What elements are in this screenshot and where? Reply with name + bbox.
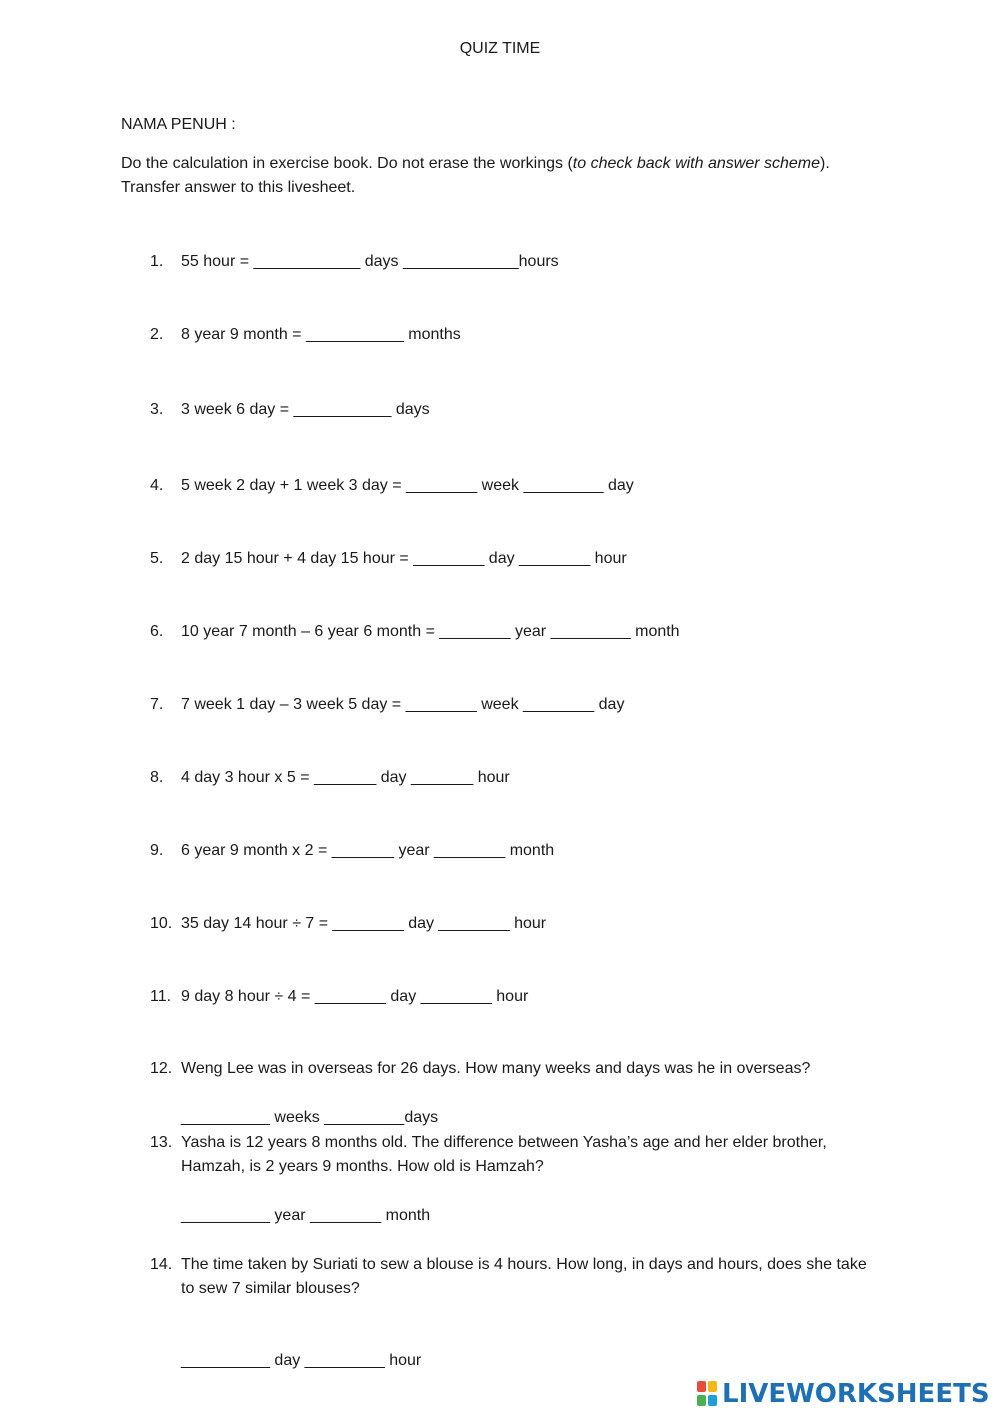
instructions: Do the calculation in exercise book. Do not erase the workings (to check back with answer scheme). Transfer answer to this livesheet.: [121, 155, 830, 196]
question-text: 6 year 9 month x 2 = _______ year ________ month: [181, 842, 555, 859]
question-text: 2 day 15 hour + 4 day 15 hour = ________ day ________ hour: [181, 550, 627, 567]
name-label: NAMA PENUH :: [121, 116, 236, 133]
question-number: 9.: [150, 842, 164, 859]
question-text: The time taken by Suriati to sew a blouse is 4 hours. How long, in days and hours, does she take to sew 7 similar blouses?: [181, 1256, 867, 1297]
liveworksheets-logo: [697, 1376, 990, 1412]
liveworksheets-mark-icon: [697, 1381, 719, 1407]
question-number: 4.: [150, 477, 164, 494]
answer-blanks[interactable]: __________ year ________ month: [181, 1207, 431, 1224]
question-number: 10.: [150, 915, 173, 932]
question-text: 5 week 2 day + 1 week 3 day = ________ week _________ day: [181, 477, 634, 494]
question-text: 35 day 14 hour ÷ 7 = ________ day ________ hour: [181, 915, 547, 932]
question-number: 5.: [150, 550, 164, 567]
answer-blanks[interactable]: __________ day _________ hour: [181, 1352, 422, 1369]
question-text: Yasha is 12 years 8 months old. The difference between Yasha’s age and her elder brother, Hamzah, is 2 years 9 months. How old is Hamzah?: [181, 1134, 827, 1175]
question-number: 1.: [150, 253, 164, 270]
question-number: 12.: [150, 1060, 173, 1077]
question-number: 2.: [150, 326, 164, 343]
question-number: 7.: [150, 696, 164, 713]
question-text: 10 year 7 month – 6 year 6 month = ________ year _________ month: [181, 623, 680, 640]
question-text: Weng Lee was in overseas for 26 days. How many weeks and days was he in overseas?: [181, 1060, 811, 1077]
question-text: 8 year 9 month = ___________ months: [181, 326, 461, 343]
question-number: 8.: [150, 769, 164, 786]
question-text: 3 week 6 day = ___________ days: [181, 401, 430, 418]
question-text: 9 day 8 hour ÷ 4 = ________ day ________ hour: [181, 988, 529, 1005]
question-number: 14.: [150, 1256, 173, 1273]
question-number: 3.: [150, 401, 164, 418]
question-text: 55 hour = ____________ days _____________hours: [181, 253, 559, 270]
question-text: 4 day 3 hour x 5 = _______ day _______ hour: [181, 769, 510, 786]
question-text: 7 week 1 day – 3 week 5 day = ________ week ________ day: [181, 696, 625, 713]
question-number: 13.: [150, 1134, 173, 1151]
question-number: 6.: [150, 623, 164, 640]
question-number: 11.: [150, 988, 172, 1005]
page-title: QUIZ TIME: [459, 40, 541, 57]
watermark-text: LIVEWORKSHEETS: [722, 1379, 990, 1409]
answer-blanks[interactable]: __________ weeks _________days: [181, 1109, 439, 1126]
